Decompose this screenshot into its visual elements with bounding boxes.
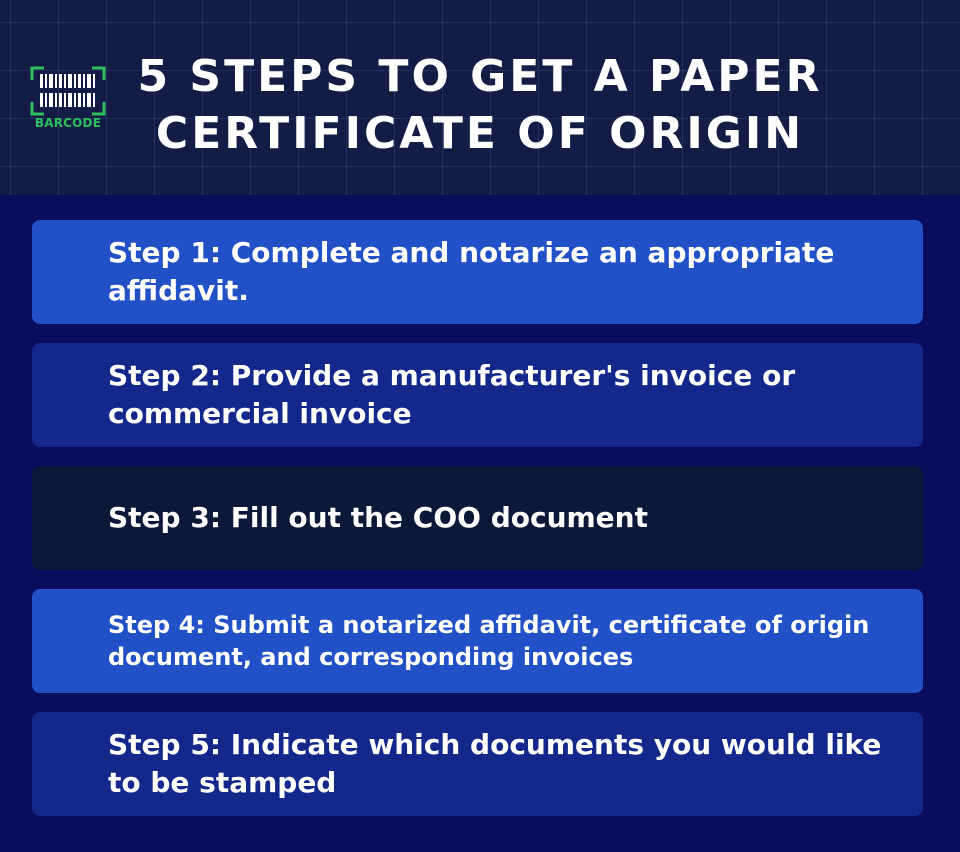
step-5-text: Step 5: Indicate which documents you would like to be stamped [108, 728, 882, 799]
barcode-logo [30, 66, 106, 134]
header-banner [0, 0, 960, 195]
step-3-text: Step 3: Fill out the COO document [108, 501, 648, 534]
title-line-2: CERTIFICATE OF ORIGIN [155, 108, 805, 159]
title-line-1: 5 STEPS TO GET A PAPER [137, 51, 823, 102]
barcode-icon [30, 66, 106, 116]
step-card-2 [32, 343, 923, 447]
step-card-1 [32, 220, 923, 324]
page-title [120, 48, 840, 162]
step-card-3 [32, 466, 923, 570]
step-card-5 [32, 712, 923, 816]
step-2-text: Step 2: Provide a manufacturer's invoice or commercial invoice [108, 359, 796, 430]
steps-list [32, 220, 923, 835]
step-1-text: Step 1: Complete and notarize an appropriate affidavit. [108, 236, 835, 307]
logo-label: BARCODE [34, 116, 102, 130]
step-card-4 [32, 589, 923, 693]
step-4-text: Step 4: Submit a notarized affidavit, certificate of origin document, and corresponding invoices [108, 611, 870, 671]
